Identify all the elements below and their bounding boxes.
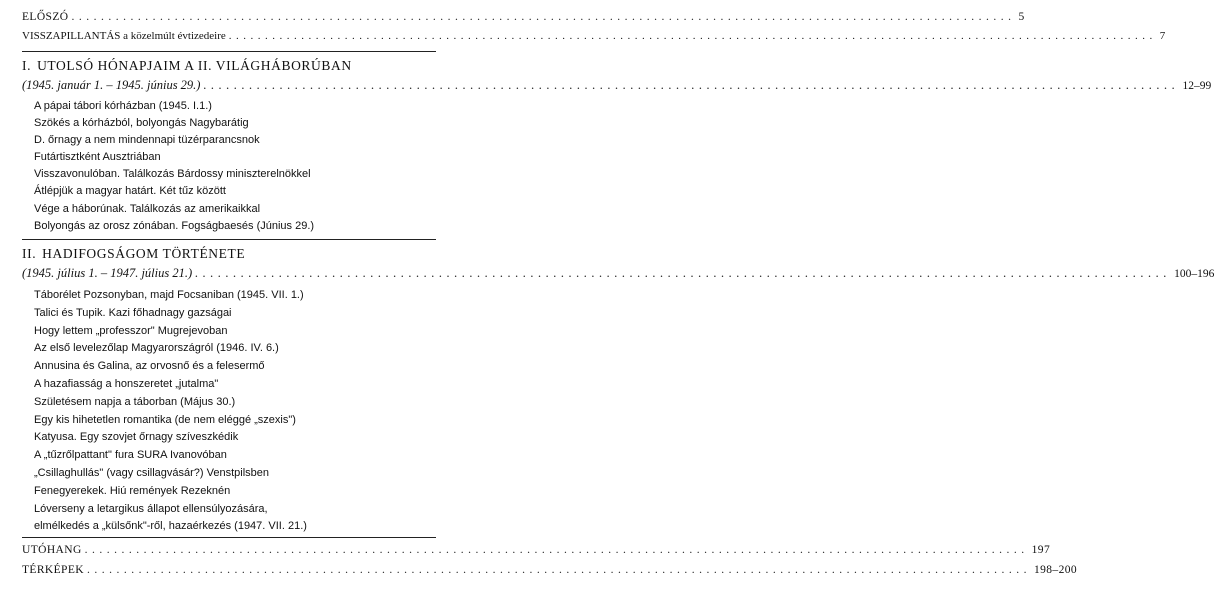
divider (22, 537, 436, 538)
divider (22, 239, 436, 240)
toc-entry-page: 197 (1031, 544, 1051, 556)
list-item: Hogy lettem „professzor" Mugrejevoban (34, 324, 228, 337)
dot-leader: ................................................................................................................................ (86, 564, 1031, 576)
list-item: Lóverseny a letargikus állapot ellensúlyozására, (34, 502, 268, 515)
toc-entry-terkepek[interactable] (22, 563, 1078, 577)
section-period: (1945. július 1. – 1947. július 21.) (22, 266, 193, 280)
section-number: I. (22, 58, 32, 73)
toc-entry-label: ELŐSZÓ (22, 11, 69, 23)
section-title-text: UTOLSÓ HÓNAPJAIM A II. VILÁGHÁBORÚBAN (37, 58, 352, 73)
section-number: II. (22, 246, 37, 261)
toc-entry-label: UTÓHANG (22, 544, 82, 556)
list-item: Bolyongás az orosz zónában. Fogságbaesés (Június 29.) (34, 219, 315, 232)
list-item: Táborélet Pozsonyban, majd Focsaniban (1945. VII. 1.) (34, 289, 304, 301)
list-item: D. őrnagy a nem mindennapi tüzérparancsnok (34, 134, 260, 147)
toc-entry-page: 198–200 (1033, 564, 1078, 576)
toc-entry-eloszo[interactable] (22, 10, 1025, 24)
section-item-list (34, 98, 434, 235)
dot-leader: ................................................................................................................................ (195, 266, 1172, 280)
section-title (22, 246, 436, 262)
list-item: Annusina és Galina, az orvosnő és a felesermő (34, 360, 265, 373)
list-item: Egy kis hihetetlen romantika (de nem eléggé „szexis") (34, 413, 296, 426)
section-pages: 12–99 (1182, 80, 1212, 92)
section-period-row[interactable] (22, 266, 1214, 281)
list-item: Születésem napja a táborban (Május 30.) (34, 395, 236, 408)
list-item: Szökés a kórházból, bolyongás Nagybarátig (34, 117, 249, 130)
list-item: A pápai tábori kórházban (1945. I.1.) (34, 100, 212, 112)
list-item: Vége a háborúnak. Találkozás az amerikaikkal (34, 202, 261, 215)
section-period: (1945. január 1. – 1945. június 29.) (22, 78, 201, 92)
section-period-row[interactable] (22, 78, 1212, 93)
list-item: Átlépjük a magyar határt. Két tűz között (34, 185, 226, 198)
dot-leader: ................................................................................................................................ (203, 78, 1180, 92)
toc-entry-label: VISSZAPILLANTÁS a közelmúlt évtizedeire (22, 30, 226, 42)
list-item: Visszavonulóban. Találkozás Bárdossy miniszterelnökkel (34, 168, 311, 181)
list-item: A hazafiasság a honszeretet „jutalma" (34, 377, 219, 390)
list-item: „Csillaghullás" (vagy csillagvásár?) Venstpilsben (34, 466, 270, 479)
toc-entry-page: 7 (1159, 30, 1166, 42)
list-item: A „tűzrőlpattant" fura SURA Ivanovóban (34, 449, 227, 462)
list-item: Katyusa. Egy szovjet őrnagy szíveszkédik (34, 431, 239, 444)
toc-entry-label: TÉRKÉPEK (22, 564, 84, 576)
list-item: Fenegyerekek. Hiú remények Rezeknén (34, 484, 231, 497)
list-item: elmélkedés a „külsőnk"-ről, hazaérkezés (1947. VII. 21.) (34, 520, 307, 533)
list-item: Talici és Tupik. Kazi főhadnagy gazságai (34, 306, 232, 319)
list-item: Az első levelezőlap Magyarországról (1946. IV. 6.) (34, 342, 279, 355)
section-item-list (34, 287, 434, 536)
dot-leader: ................................................................................................................................ (84, 544, 1029, 556)
section-title-text: HADIFOGSÁGOM TÖRTÉNETE (42, 246, 246, 261)
toc-entry-utohang[interactable] (22, 543, 1051, 557)
divider (22, 51, 436, 52)
section-title (22, 58, 436, 74)
dot-leader: ................................................................................................................................ (228, 30, 1157, 42)
list-item: Futártisztként Ausztriában (34, 151, 161, 164)
section-pages: 100–196 (1174, 268, 1214, 280)
toc-entry-visszapillantas[interactable] (22, 29, 1166, 43)
dot-leader: ................................................................................................................................ (71, 11, 1016, 23)
toc-entry-page: 5 (1018, 11, 1025, 23)
